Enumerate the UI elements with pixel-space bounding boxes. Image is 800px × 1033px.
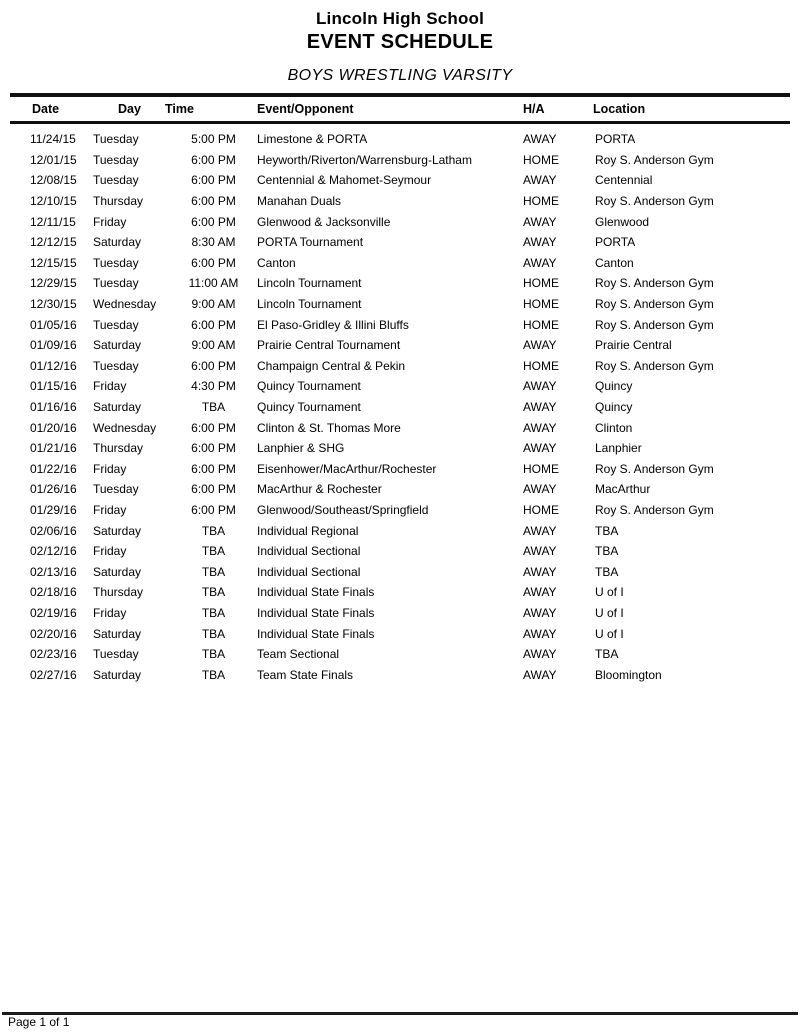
home-away-cell: AWAY <box>523 338 557 353</box>
home-away-cell: HOME <box>523 358 559 373</box>
location-cell: Roy S. Anderson Gym <box>595 358 714 373</box>
event-opponent-cell: El Paso-Gridley & Illini Bluffs <box>257 317 409 332</box>
home-away-cell: AWAY <box>523 132 557 147</box>
date-cell: 01/20/16 <box>30 420 77 435</box>
home-away-cell: AWAY <box>523 667 557 682</box>
table-row <box>10 459 790 480</box>
event-opponent-cell: Quincy Tournament <box>257 400 361 415</box>
location-cell: TBA <box>595 564 619 579</box>
location-cell: U of I <box>595 605 624 620</box>
day-cell: Friday <box>93 461 127 476</box>
day-cell: Tuesday <box>93 358 139 373</box>
time-cell: TBA <box>201 585 226 600</box>
day-cell: Tuesday <box>93 173 139 188</box>
table-row <box>10 582 790 603</box>
time-cell: TBA <box>201 523 226 538</box>
home-away-cell: HOME <box>523 194 559 209</box>
event-schedule-table <box>10 93 790 685</box>
date-cell: 01/16/16 <box>30 400 77 415</box>
home-away-cell: AWAY <box>523 441 557 456</box>
schedule-rows <box>10 124 790 685</box>
event-opponent-cell: PORTA Tournament <box>257 235 364 250</box>
table-row <box>10 417 790 438</box>
column-header-time: Time <box>165 102 194 116</box>
home-away-cell: HOME <box>523 276 559 291</box>
location-cell: Roy S. Anderson Gym <box>595 152 714 167</box>
day-cell: Tuesday <box>93 647 139 662</box>
column-header-event-opponent: Event/Opponent <box>257 102 354 116</box>
home-away-cell: AWAY <box>523 605 557 620</box>
date-cell: 12/29/15 <box>30 276 77 291</box>
schedule-subtitle: BOYS WRESTLING VARSITY <box>287 67 513 84</box>
location-cell: TBA <box>595 523 619 538</box>
event-opponent-cell: Limestone & PORTA <box>257 132 368 147</box>
home-away-cell: AWAY <box>523 420 557 435</box>
date-cell: 02/27/16 <box>30 667 77 682</box>
school-name: Lincoln High School <box>315 9 485 28</box>
date-cell: 12/30/15 <box>30 297 77 312</box>
event-opponent-cell: Canton <box>257 255 296 270</box>
home-away-cell: HOME <box>523 297 559 312</box>
date-cell: 02/06/16 <box>30 523 77 538</box>
home-away-cell: AWAY <box>523 585 557 600</box>
home-away-cell: HOME <box>523 152 559 167</box>
table-row <box>10 376 790 397</box>
column-header-day: Day <box>118 102 141 116</box>
event-opponent-cell: Individual Regional <box>257 523 359 538</box>
home-away-cell: AWAY <box>523 523 557 538</box>
day-cell: Saturday <box>93 400 142 415</box>
location-cell: Glenwood <box>595 214 650 229</box>
home-away-cell: AWAY <box>523 235 557 250</box>
time-cell: 6:00 PM <box>191 358 236 373</box>
location-cell: TBA <box>595 544 619 559</box>
day-cell: Saturday <box>93 338 142 353</box>
date-cell: 01/21/16 <box>30 441 77 456</box>
date-cell: 02/12/16 <box>30 544 77 559</box>
date-cell: 02/13/16 <box>30 564 77 579</box>
table-row <box>10 191 790 212</box>
day-cell: Tuesday <box>93 317 139 332</box>
time-cell: 6:00 PM <box>191 152 236 167</box>
time-cell: 5:00 PM <box>191 132 236 147</box>
table-row <box>10 541 790 562</box>
home-away-cell: AWAY <box>523 379 557 394</box>
day-cell: Friday <box>93 502 127 517</box>
location-cell: Bloomington <box>595 667 662 682</box>
table-row <box>10 500 790 521</box>
day-cell: Friday <box>93 544 127 559</box>
home-away-cell: AWAY <box>523 173 557 188</box>
event-opponent-cell: Clinton & St. Thomas More <box>257 420 401 435</box>
day-cell: Saturday <box>93 235 142 250</box>
table-row <box>10 603 790 624</box>
table-row <box>10 644 790 665</box>
event-opponent-cell: Individual State Finals <box>257 585 375 600</box>
date-cell: 01/22/16 <box>30 461 77 476</box>
day-cell: Tuesday <box>93 276 139 291</box>
day-cell: Tuesday <box>93 255 139 270</box>
date-cell: 12/11/15 <box>30 214 76 229</box>
location-cell: U of I <box>595 626 624 641</box>
date-cell: 01/12/16 <box>30 358 77 373</box>
table-row <box>10 479 790 500</box>
table-row <box>10 356 790 377</box>
time-cell: 6:00 PM <box>191 214 236 229</box>
event-opponent-cell: Champaign Central & Pekin <box>257 358 406 373</box>
event-opponent-cell: Prairie Central Tournament <box>257 338 401 353</box>
day-cell: Saturday <box>93 667 142 682</box>
day-cell: Tuesday <box>93 132 139 147</box>
table-row <box>10 294 790 315</box>
day-cell: Friday <box>93 605 127 620</box>
event-opponent-cell: Centennial & Mahomet-Seymour <box>257 173 432 188</box>
location-cell: Centennial <box>595 173 653 188</box>
home-away-cell: AWAY <box>523 214 557 229</box>
time-cell: 8:30 AM <box>191 235 236 250</box>
page-number: Page 1 of 1 <box>8 1015 70 1029</box>
location-cell: Roy S. Anderson Gym <box>595 276 714 291</box>
day-cell: Friday <box>93 214 127 229</box>
page-title: EVENT SCHEDULE <box>306 31 494 53</box>
table-row <box>10 335 790 356</box>
time-cell: TBA <box>201 626 226 641</box>
date-cell: 12/12/15 <box>30 235 77 250</box>
day-cell: Tuesday <box>93 152 139 167</box>
location-cell: Roy S. Anderson Gym <box>595 297 714 312</box>
home-away-cell: AWAY <box>523 626 557 641</box>
table-row <box>10 520 790 541</box>
column-header-ha: H/A <box>523 102 545 116</box>
time-cell: 6:00 PM <box>191 441 236 456</box>
time-cell: TBA <box>201 667 226 682</box>
table-row <box>10 623 790 644</box>
event-opponent-cell: Heyworth/Riverton/Warrensburg-Latham <box>257 152 472 167</box>
date-cell: 12/01/15 <box>30 152 77 167</box>
table-row <box>10 232 790 253</box>
event-opponent-cell: Glenwood/Southeast/Springfield <box>257 502 429 517</box>
time-cell: 6:00 PM <box>191 173 236 188</box>
location-cell: Prairie Central <box>595 338 672 353</box>
location-cell: MacArthur <box>595 482 651 497</box>
date-cell: 11/24/15 <box>30 132 76 147</box>
date-cell: 01/26/16 <box>30 482 77 497</box>
table-row <box>10 664 790 685</box>
location-cell: TBA <box>595 647 619 662</box>
table-row <box>10 438 790 459</box>
time-cell: 4:30 PM <box>191 379 236 394</box>
table-row <box>10 253 790 274</box>
document-header <box>0 0 800 86</box>
day-cell: Tuesday <box>93 482 139 497</box>
table-header-row <box>10 97 790 121</box>
table-row <box>10 314 790 335</box>
table-row <box>10 397 790 418</box>
time-cell: 6:00 PM <box>191 482 236 497</box>
event-opponent-cell: Quincy Tournament <box>257 379 361 394</box>
location-cell: Quincy <box>595 400 633 415</box>
event-opponent-cell: Team State Finals <box>257 667 354 682</box>
home-away-cell: AWAY <box>523 647 557 662</box>
time-cell: 6:00 PM <box>191 502 236 517</box>
time-cell: 6:00 PM <box>191 194 236 209</box>
footer-rule <box>2 1012 798 1015</box>
day-cell: Wednesday <box>93 420 157 435</box>
event-opponent-cell: Individual Sectional <box>257 564 361 579</box>
home-away-cell: AWAY <box>523 400 557 415</box>
event-opponent-cell: Lanphier & SHG <box>257 441 345 456</box>
time-cell: TBA <box>201 605 226 620</box>
time-cell: TBA <box>201 647 226 662</box>
day-cell: Saturday <box>93 626 142 641</box>
location-cell: Clinton <box>595 420 633 435</box>
event-opponent-cell: Individual State Finals <box>257 605 375 620</box>
date-cell: 01/09/16 <box>30 338 77 353</box>
home-away-cell: HOME <box>523 502 559 517</box>
event-opponent-cell: Individual Sectional <box>257 544 361 559</box>
time-cell: 9:00 AM <box>191 338 236 353</box>
home-away-cell: AWAY <box>523 564 557 579</box>
location-cell: Roy S. Anderson Gym <box>595 194 714 209</box>
time-cell: 11:00 AM <box>188 276 239 291</box>
day-cell: Saturday <box>93 564 142 579</box>
location-cell: Quincy <box>595 379 633 394</box>
time-cell: TBA <box>201 544 226 559</box>
day-cell: Thursday <box>93 194 144 209</box>
day-cell: Friday <box>93 379 127 394</box>
time-cell: 6:00 PM <box>191 461 236 476</box>
location-cell: Roy S. Anderson Gym <box>595 461 714 476</box>
home-away-cell: AWAY <box>523 255 557 270</box>
event-opponent-cell: Team Sectional <box>257 647 340 662</box>
home-away-cell: AWAY <box>523 482 557 497</box>
home-away-cell: HOME <box>523 461 559 476</box>
date-cell: 02/18/16 <box>30 585 77 600</box>
date-cell: 01/15/16 <box>30 379 77 394</box>
column-header-date: Date <box>32 102 60 116</box>
location-cell: Lanphier <box>595 441 642 456</box>
time-cell: 6:00 PM <box>191 317 236 332</box>
date-cell: 12/08/15 <box>30 173 77 188</box>
event-opponent-cell: Lincoln Tournament <box>257 276 362 291</box>
table-row <box>10 150 790 171</box>
date-cell: 02/20/16 <box>30 626 77 641</box>
location-cell: Roy S. Anderson Gym <box>595 502 714 517</box>
time-cell: 6:00 PM <box>191 255 236 270</box>
day-cell: Wednesday <box>93 297 157 312</box>
location-cell: Roy S. Anderson Gym <box>595 317 714 332</box>
date-cell: 01/29/16 <box>30 502 77 517</box>
location-cell: U of I <box>595 585 624 600</box>
event-opponent-cell: Manahan Duals <box>257 194 342 209</box>
time-cell: TBA <box>201 400 226 415</box>
date-cell: 02/19/16 <box>30 605 77 620</box>
event-opponent-cell: Individual State Finals <box>257 626 375 641</box>
day-cell: Thursday <box>93 585 144 600</box>
table-row <box>10 273 790 294</box>
location-cell: PORTA <box>595 235 636 250</box>
home-away-cell: AWAY <box>523 544 557 559</box>
day-cell: Saturday <box>93 523 142 538</box>
date-cell: 02/23/16 <box>30 647 77 662</box>
day-cell: Thursday <box>93 441 144 456</box>
location-cell: PORTA <box>595 132 636 147</box>
event-opponent-cell: Glenwood & Jacksonville <box>257 214 391 229</box>
location-cell: Canton <box>595 255 634 270</box>
date-cell: 01/05/16 <box>30 317 77 332</box>
table-row <box>10 170 790 191</box>
table-row <box>10 561 790 582</box>
table-row <box>10 211 790 232</box>
event-opponent-cell: MacArthur & Rochester <box>257 482 382 497</box>
date-cell: 12/10/15 <box>30 194 77 209</box>
event-opponent-cell: Lincoln Tournament <box>257 297 362 312</box>
event-opponent-cell: Eisenhower/MacArthur/Rochester <box>257 461 437 476</box>
time-cell: TBA <box>201 564 226 579</box>
home-away-cell: HOME <box>523 317 559 332</box>
column-header-location: Location <box>593 102 646 116</box>
time-cell: 6:00 PM <box>191 420 236 435</box>
date-cell: 12/15/15 <box>30 255 77 270</box>
time-cell: 9:00 AM <box>191 297 236 312</box>
table-row <box>10 129 790 150</box>
